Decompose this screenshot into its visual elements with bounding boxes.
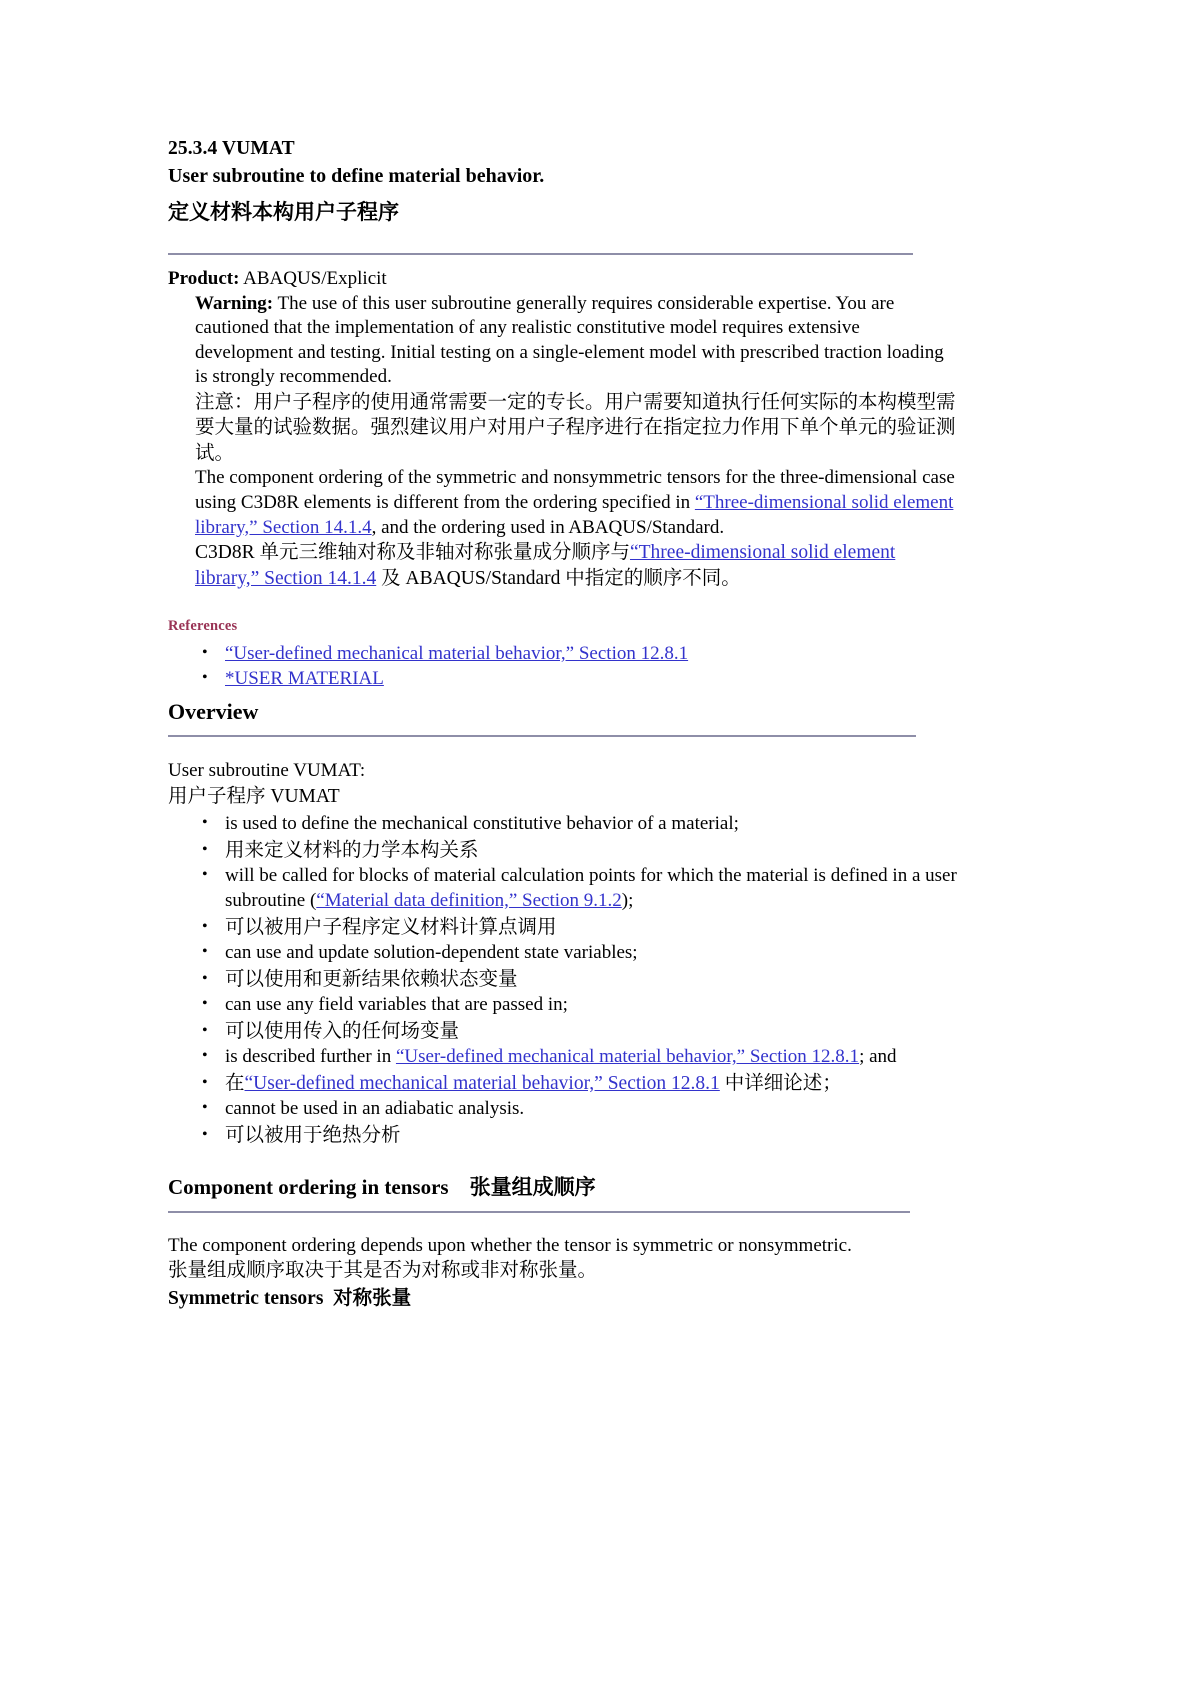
- symmetric-tensors-heading-cn: 对称张量: [333, 1287, 412, 1309]
- list-item-suffix: );: [621, 890, 634, 912]
- list-item-label: 可以被用户子程序定义材料计算点调用: [225, 916, 557, 938]
- overview-intro-en: User subroutine VUMAT:: [168, 760, 366, 782]
- list-item: [168, 993, 958, 1018]
- component-ordering-heading-en: Component ordering in tensors: [168, 1174, 449, 1199]
- link-user-defined-mechanical-material-behavior-3[interactable]: “User-defined mechanical material behavior,” Section 12.8.1: [244, 1072, 720, 1094]
- ordering-paragraph-cn: [195, 540, 958, 591]
- link-user-defined-mechanical-material-behavior-2[interactable]: “User-defined mechanical material behavior,” Section 12.8.1: [395, 1046, 860, 1068]
- references-list: [168, 641, 958, 691]
- ordering-text-cn-part1: C3D8R 单元三维轴对称及非轴对称张量成分顺序与: [195, 542, 630, 564]
- component-ordering-body-cn: 张量组成顺序取决于其是否为对称或非对称张量。: [168, 1260, 598, 1282]
- title-divider: [168, 253, 913, 255]
- warning-text-en: The use of this user subroutine generally requires considerable expertise. You are cautioned that the implementation of any realistic constitutive model requires extensive development and testing. Initial testing on a single-element model with prescribed traction loading is strongly recommended.: [195, 292, 944, 388]
- list-item: [168, 915, 958, 941]
- list-item: [168, 641, 958, 666]
- link-three-dimensional-solid-element-library[interactable]: “Three-dimensional solid element library,” Section 14.1.4: [195, 492, 954, 538]
- link-user-material-keyword[interactable]: *USER MATERIAL: [225, 668, 384, 690]
- ordering-text-en-part1: The component ordering of the symmetric and nonsymmetric tensors for the three-dimensional case using C3D8R elements is different from the ordering specified in: [195, 467, 955, 514]
- list-item: [168, 666, 958, 691]
- list-item-suffix: ; and: [859, 1046, 897, 1068]
- link-material-data-definition[interactable]: “Material data definition,” Section 9.1.2: [316, 890, 622, 912]
- overview-divider: [168, 735, 916, 737]
- list-item: [168, 1097, 958, 1122]
- component-ordering-heading-cn: 张量组成顺序: [469, 1174, 596, 1199]
- list-item: [168, 812, 958, 837]
- link-user-defined-mechanical-material-behavior[interactable]: “User-defined mechanical material behavior,” Section 12.8.1: [225, 643, 689, 665]
- link-three-dimensional-solid-element-library-cn[interactable]: “Three-dimensional solid element library,” Section 14.1.4: [195, 542, 896, 589]
- list-item-label: can use any field variables that are passed in;: [225, 994, 568, 1016]
- list-item: [168, 838, 958, 864]
- symmetric-tensors-heading: [168, 1286, 958, 1312]
- list-item: [168, 1071, 958, 1097]
- list-item-suffix: 中详细论述；: [719, 1072, 842, 1094]
- list-item: [168, 1045, 958, 1070]
- ordering-text-en-part2: , and the ordering used in ABAQUS/Standard.: [371, 516, 725, 538]
- component-ordering-divider: [168, 1211, 910, 1213]
- list-item-label: 在: [225, 1072, 245, 1094]
- overview-heading: Overview: [168, 699, 259, 725]
- list-item: [168, 1123, 958, 1149]
- overview-intro-cn: 用户子程序 VUMAT: [168, 785, 340, 807]
- list-item-label: 用来定义材料的力学本构关系: [225, 839, 479, 861]
- list-item-label: 可以被用于绝热分析: [225, 1125, 401, 1146]
- list-item-label: is used to define the mechanical constitutive behavior of a material;: [225, 813, 739, 835]
- document-content: [168, 136, 958, 1312]
- component-ordering-heading: [168, 1173, 958, 1201]
- list-item-label: can use and update solution-dependent state variables;: [225, 942, 638, 964]
- list-item: [168, 941, 958, 966]
- list-item-label: cannot be used in an adiabatic analysis.: [225, 1098, 525, 1120]
- ordering-text-cn-part2: 及 ABAQUS/Standard 中指定的顺序不同。: [376, 567, 741, 589]
- list-item-label: is described further in: [225, 1046, 396, 1068]
- section-subtitle-en: User subroutine to define material behavior.: [168, 165, 545, 187]
- component-ordering-body-en: The component ordering depends upon whether the tensor is symmetric or nonsymmetric.: [168, 1234, 852, 1256]
- section-number-title: 25.3.4 VUMAT: [168, 138, 295, 159]
- list-item: [168, 967, 958, 993]
- references-heading: References: [168, 618, 238, 635]
- symmetric-tensors-heading-en: Symmetric tensors: [168, 1287, 324, 1309]
- list-item: [168, 864, 958, 913]
- warning-paragraph-cn: 注意：用户子程序的使用通常需要一定的专长。用户需要知道执行任何实际的本构模型需要大量的试验数据。强烈建议用户对用户子程序进行在指定拉力作用下单个单元的验证测试。: [195, 391, 956, 464]
- list-item: [168, 1019, 958, 1045]
- overview-list: [168, 812, 958, 1148]
- warning-label: Warning:: [195, 292, 274, 314]
- product-value: ABAQUS/Explicit: [239, 268, 387, 289]
- list-item-label: 可以使用传入的任何场变量: [225, 1020, 460, 1042]
- product-line: [168, 267, 958, 292]
- warning-paragraph-en: [195, 292, 958, 390]
- product-label: Product:: [168, 268, 240, 289]
- list-item-label: 可以使用和更新结果依赖状态变量: [225, 968, 518, 990]
- list-item-label: will be called for blocks of material calculation points for which the material is defined in a user subroutine (: [225, 865, 957, 912]
- ordering-paragraph-en: [195, 466, 958, 540]
- section-subtitle-cn: 定义材料本构用户子程序: [168, 200, 399, 224]
